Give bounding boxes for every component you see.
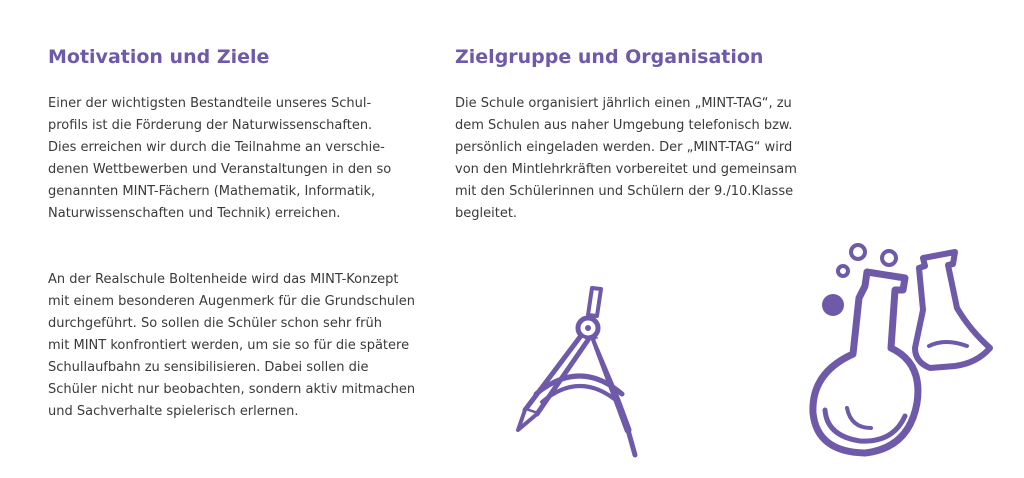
text-line: von den Mintlehrkräften vorbereitet und gemeinsam: [455, 162, 797, 177]
text-line: Die Schule organisiert jährlich einen „MINT-TAG“, zu: [455, 96, 792, 111]
motivation-paragraph-2: [48, 269, 415, 423]
text-line: genannten MINT-Fächern (Mathematik, Informatik,: [48, 184, 376, 199]
text-line: Schullaufbahn zu sensibilisieren. Dabei sollen die: [48, 360, 369, 375]
compass-icon: [500, 280, 660, 460]
text-line: mit einem besonderen Augenmerk für die Grundschulen: [48, 294, 416, 309]
motivation-heading: Motivation und Ziele: [48, 46, 270, 68]
target-group-paragraph: [455, 93, 797, 225]
text-line: begleitet.: [455, 206, 518, 221]
text-line: profils ist die Förderung der Naturwissenschaften.: [48, 118, 373, 133]
text-line: An der Realschule Boltenheide wird das MINT-Konzept: [48, 272, 399, 287]
motivation-paragraph-1: [48, 93, 391, 225]
text-line: Schüler nicht nur beobachten, sondern aktiv mitmachen: [48, 382, 416, 397]
text-line: und Sachverhalte spielerisch erlernen.: [48, 404, 299, 419]
text-line: dem Schulen aus naher Umgebung telefonisch bzw.: [455, 118, 793, 133]
text-line: persönlich eingeladen werden. Der „MINT-TAG“ wird: [455, 140, 793, 155]
text-line: Dies erreichen wir durch die Teilnahme an verschie-: [48, 140, 385, 155]
target-group-heading: Zielgruppe und Organisation: [455, 46, 764, 68]
text-line: mit den Schülerinnen und Schülern der 9./10.Klasse: [455, 184, 794, 199]
text-line: Naturwissenschaften und Technik) erreichen.: [48, 206, 341, 221]
text-line: Einer der wichtigsten Bestandteile unseres Schul-: [48, 96, 372, 111]
text-line: durchgeführt. So sollen die Schüler schon sehr früh: [48, 316, 382, 331]
text-line: mit MINT konfrontiert werden, um sie so für die spätere: [48, 338, 410, 353]
text-line: denen Wettbewerben und Veranstaltungen in den so: [48, 162, 392, 177]
lab-flasks-icon: [805, 238, 1005, 463]
